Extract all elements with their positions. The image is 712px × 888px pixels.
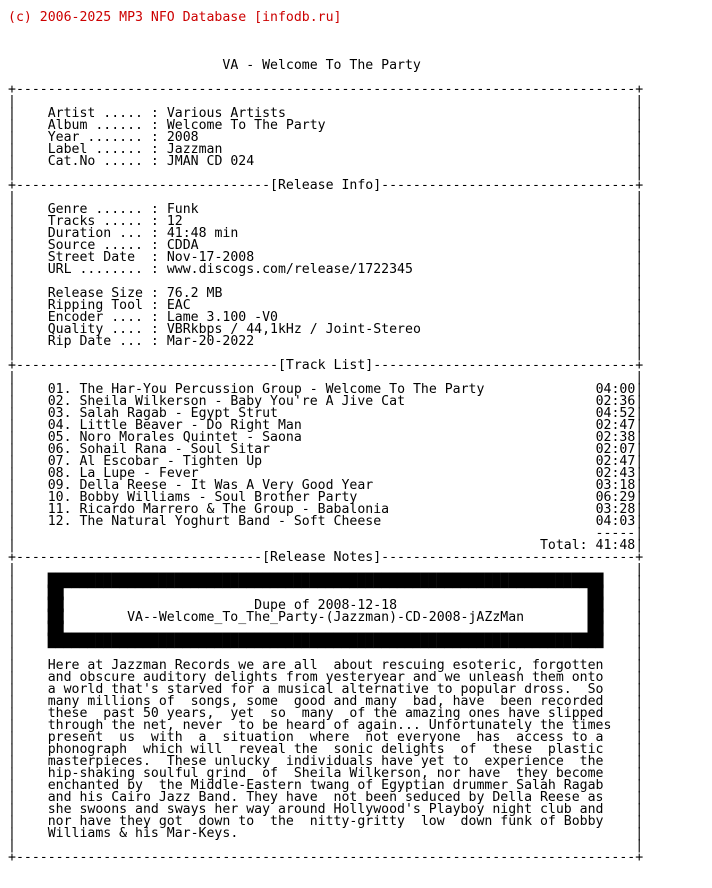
field-label: Genre ......: [47, 202, 143, 217]
field-label: Rip Date ...: [47, 334, 143, 349]
track-time: 02:38: [595, 430, 636, 445]
release-notes-line: Williams & his Mar-Keys.: [47, 826, 239, 841]
track-title: Ricardo Marrero & The Group - Babalonia: [79, 502, 390, 517]
track-time: 03:18: [595, 478, 636, 493]
track-title: Al Escobar - Tighten Up: [79, 454, 263, 469]
field-label: Album ......: [47, 118, 143, 133]
field-value: Jazzman: [166, 142, 223, 157]
track-time: 02:47: [595, 418, 636, 433]
page-title: VA - Welcome To The Party: [222, 58, 421, 73]
track-time: 04:52: [595, 406, 636, 421]
track-number: 02.: [47, 394, 72, 409]
field-label: Cat.No .....: [47, 154, 143, 169]
field-value: CDDA: [166, 238, 199, 253]
dupe-release-name: VA--Welcome_To_The_Party-(Jazzman)-CD-2008-jAZzMan: [127, 610, 525, 625]
field-label: Duration ...: [47, 226, 143, 241]
field-value: 2008: [166, 130, 199, 145]
release-notes-line: she swoons and sways her way around Hollywood's Playboy night club and: [47, 802, 604, 817]
release-notes-line: enchanted by the Middle-Eastern twang of Egyptian drummer Salah Ragab: [47, 778, 604, 793]
field-value: www.discogs.com/release/1722345: [166, 262, 413, 277]
track-number: 08.: [47, 466, 72, 481]
field-value: Various Artists: [166, 106, 286, 121]
track-number: 09.: [47, 478, 72, 493]
release-notes-line: present us with a situation where not everyone has access to a: [47, 730, 604, 745]
track-title: Salah Ragab - Egypt Strut: [79, 406, 278, 421]
field-value: JMAN CD 024: [166, 154, 255, 169]
dupe-line: Dupe of 2008-12-18: [254, 598, 398, 613]
track-number: 11.: [47, 502, 72, 517]
section-heading: [Release Notes]: [262, 550, 382, 565]
field-label: Release Size: [47, 286, 143, 301]
release-notes-line: masterpieces. These unlucky individuals have yet to experience the: [47, 754, 604, 769]
field-label: Ripping Tool: [47, 298, 143, 313]
track-number: 06.: [47, 442, 72, 457]
track-title: La Lupe - Fever: [79, 466, 199, 481]
track-time: 02:47: [595, 454, 636, 469]
field-value: EAC: [166, 298, 191, 313]
field-label: Quality ....: [47, 322, 143, 337]
track-title: Noro Morales Quintet - Saona: [79, 430, 302, 445]
track-time: 06:29: [595, 490, 636, 505]
track-time: 02:36: [595, 394, 636, 409]
field-label: Year .......: [47, 130, 143, 145]
field-value: Nov-17-2008: [166, 250, 255, 265]
field-value: 76.2 MB: [166, 286, 223, 301]
track-title: Sheila Wilkerson - Baby You're A Jive Cat: [79, 394, 406, 409]
track-time: 02:43: [595, 466, 636, 481]
track-time: 04:00: [595, 382, 636, 397]
release-notes-line: and obscure auditory delights from yesteryear and we unleash them onto: [47, 670, 604, 685]
section-heading: [Release Info]: [270, 178, 382, 193]
track-number: 05.: [47, 430, 72, 445]
field-value: Funk: [166, 202, 199, 217]
track-title: The Natural Yoghurt Band - Soft Cheese: [79, 514, 382, 529]
release-notes-line: hip-shaking soulful grind of Sheila Wilkerson, nor have they become: [47, 766, 604, 781]
field-value: Mar-20-2022: [166, 334, 255, 349]
field-label: Artist .....: [47, 106, 143, 121]
nfo-document: (c) 2006-2025 MP3 NFO Database [infodb.ru] VA - Welcome To The Party +------------------------------------------------------------------------------+ | | | Artist ..... : Various Artists | | Album ...... : Welcome To The Party | | Year ....... : 2008 | | Label ...... : Jazzman | | Cat.No ..... : JMAN CD 024 | | | +--------------------------------[Release Info]--------------------------------+ | | | Genre ...... : Funk | | Tracks ..... : 12 | | Duration ... : 41:48 min | | Source ..... : CDDA | | Street Date : Nov-17-2008 | | URL ........ : www.discogs.com/release/1722345 | | | | Release Size : 76.2 MB | | Ripping Tool : EAC | | Encoder .... : Lame 3.100 -V0 | | Quality .... : VBRkbps / 44,1kHz / Joint-Stereo | | Rip Date ... : Mar-20-2022 | | | +---------------------------------[Track List]---------------------------------+ | | | 01. The Har-You Percussion Group - Welcome To The Party 04:00| | 02. Sheila Wilkerson - Baby You're A Jive Cat 02:36| | 03. Salah Ragab - Egypt Strut 04:52| | 04. Little Beaver - Do Right Man 02:47| | 05. Noro Morales Quintet - Saona 02:38| | 06. Sohail Rana - Soul Sitar 02:07| | 07. Al Escobar - Tighten Up 02:47| | 08. La Lupe - Fever 02:43| | 09. Della Reese - It Was A Very Good Year 03:18| | 10. Bobby Williams - Soul Brother Party 06:29| | 11. Ricardo Marrero & The Group - Babalonia 03:28| | 12. The Natural Yoghurt Band - Soft Cheese 04:03| | -----| | Total: 41:48| +-------------------------------[Release Notes]--------------------------------+ | | | ██████████████████████████████████████████████████████████████████████ | | ██ ██ | | ██ Dupe of 2008-12-18 ██ | | ██ VA--Welcome_To_The_Party-(Jazzman)-CD-2008-jAZzMan ██ | | ██ ██ | | ██████████████████████████████████████████████████████████████████████ | | | | Here at Jazzman Records we are all about rescuing esoteric, forgotten | | and obscure auditory delights from yesteryear and we unleash them onto | | a world that's starved for a musical alternative to popular dross. So | | many millions of songs, some good and many bad, have been recorded | | these past 50 years, yet so many of the amazing ones have slipped | | through the net, never to be heard of again... Unfortunately the times | | present us with a situation where not everyone has access to a | | phonograph which will reveal the sonic delights of these plastic | | masterpieces. These unlucky individuals have yet to experience the | | hip-shaking soulful grind of Sheila Wilkerson, nor have they become | | enchanted by the Middle-Eastern twang of Egyptian drummer Salah Ragab | | and his Cairo Jazz Band. They have not been seduced by Della Reese as | | she swoons and sways her way around Hollywood's Playboy night club and | | nor have they got down to the nitty-gritty low down funk of Bobby | | Williams & his Mar-Keys. | | | +------------------------------------------------------------------------------+: [8, 10, 644, 865]
release-notes-line: a world that's starved for a musical alternative to popular dross. So: [47, 682, 604, 697]
release-notes-line: nor have they got down to the nitty-gritty low down funk of Bobby: [47, 814, 604, 829]
copyright-line: (c) 2006-2025 MP3 NFO Database [infodb.ru]: [8, 10, 342, 25]
track-number: 10.: [47, 490, 72, 505]
field-label: Street Date: [47, 250, 143, 265]
field-label: Tracks .....: [47, 214, 143, 229]
field-label: URL ........: [47, 262, 143, 277]
total-label: Total:: [539, 538, 588, 553]
track-number: 03.: [47, 406, 72, 421]
field-value: 41:48 min: [166, 226, 239, 241]
field-value: Welcome To The Party: [166, 118, 326, 133]
release-notes-line: through the net, never to be heard of again... Unfortunately the times: [47, 718, 612, 733]
field-value: 12: [166, 214, 183, 229]
track-number: 07.: [47, 454, 72, 469]
field-label: Source .....: [47, 238, 143, 253]
track-number: 01.: [47, 382, 72, 397]
track-title: Little Beaver - Do Right Man: [79, 418, 302, 433]
track-number: 04.: [47, 418, 72, 433]
release-notes-line: and his Cairo Jazz Band. They have not been seduced by Della Reese as: [47, 790, 604, 805]
track-time: 02:07: [595, 442, 636, 457]
field-value: VBRkbps / 44,1kHz / Joint-Stereo: [166, 322, 421, 337]
track-title: The Har-You Percussion Group - Welcome To The Party: [79, 382, 485, 397]
track-time: 04:03: [595, 514, 636, 529]
track-title: Bobby Williams - Soul Brother Party: [79, 490, 358, 505]
field-value: Lame 3.100 -V0: [166, 310, 278, 325]
release-notes-line: phonograph which will reveal the sonic delights of these plastic: [47, 742, 604, 757]
track-title: Sohail Rana - Soul Sitar: [79, 442, 271, 457]
track-number: 12.: [47, 514, 72, 529]
track-title: Della Reese - It Was A Very Good Year: [79, 478, 374, 493]
field-label: Label ......: [47, 142, 143, 157]
total-time: 41:48: [595, 538, 636, 553]
release-notes-line: these past 50 years, yet so many of the amazing ones have slipped: [47, 706, 604, 721]
release-notes-line: Here at Jazzman Records we are all about rescuing esoteric, forgotten: [47, 658, 604, 673]
release-notes-line: many millions of songs, some good and many bad, have been recorded: [47, 694, 604, 709]
section-heading: [Track List]: [277, 358, 374, 373]
track-time: 03:28: [595, 502, 636, 517]
field-label: Encoder ....: [47, 310, 143, 325]
